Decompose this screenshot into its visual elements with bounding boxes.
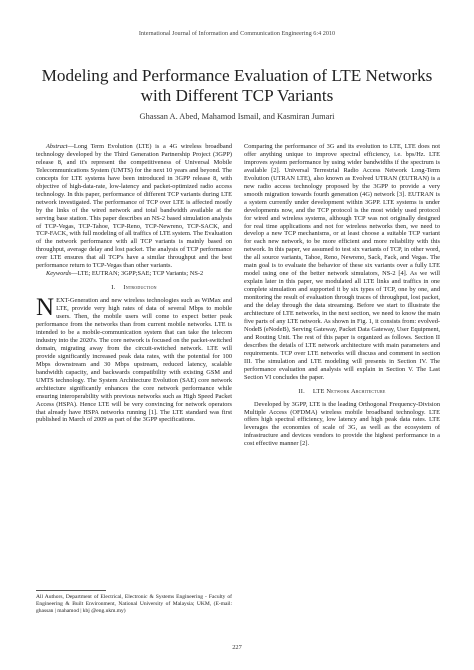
section-title: Introduction xyxy=(123,284,157,292)
keywords-label: Keywords xyxy=(46,270,72,278)
author-list: Ghassan A. Abed, Mahamod Ismail, and Kasmiran Jumari xyxy=(139,112,335,121)
abstract-text: —Long Term Evolution (LTE) is a 4G wireless broadband technology developed by the Third Generation Partnership Project (3GPP) release 8, and it's represent the competitiveness of Universal Mobile Telecommunications System (UMTS) for the next 10 years and beyond. The concepts for LTE systems have been introduced in 3GPP release 8, with objective of high-data-rate, low-latency and packet-optimized radio access technology. In this paper, performance of different TCP variants during LTE network investigated. The performance of TCP over LTE is affected mostly by the links of the wired network and total bandwidth available at the serving base station. This paper describes an NS-2 based simulation analysis of TCP-Vegas, TCP-Tahoe, TCP-Reno, TCP-Newreno, TCP-SACK, and TCP-FACK, with full modeling of all traffics of LTE system. The Evaluation of the network performance with all TCP variants is mainly based on throughput, average delay and lost packet. The analysis of TCP performance over LTE ensures that all TCP's have a similar throughput and the best performance return to TCP-Vegas than other variants. xyxy=(36,143,232,270)
drop-cap: N xyxy=(36,294,55,322)
body-paragraph: Developed by 3GPP, LTE is the leading Orthogonal Frequency-Division Multiple Access (OFDMA) wireless mobile broadband technology. LTE offers high spectral efficiency, low latency and high peak data rates. LTE leverages the economies of scale of 3G, as well as the ecosystem of infrastructure and devices vendors to provide the highest performance in a cost effective manner [2]. xyxy=(244,400,440,448)
introduction-body xyxy=(36,294,232,424)
paper-title: Modeling and Performance Evaluation of LTE Networks with Different TCP Variants xyxy=(41,66,433,105)
section-title: LTE Network Architecture xyxy=(312,387,386,395)
footnote-divider xyxy=(36,590,106,591)
abstract-label: Abstract xyxy=(46,143,68,150)
author-affiliation-footnote: All Authors, Department of Electrical, Electronic & Systems Engineering - Faculty of Engineering & Built Environment, National University of Malaysia; UKM, (E-mail: ghassan | mahamod | kbj @eng.ukm.my) xyxy=(36,594,232,614)
right-column xyxy=(244,143,440,448)
page-number: 227 xyxy=(232,644,242,651)
section-number: I. xyxy=(111,284,116,292)
running-head: International Journal of Information and Communication Engineering 6:4 2010 xyxy=(138,30,336,37)
body-paragraph: Comparing the performance of 3G and its evolution to LTE, LTE does not offer anything unique to improve spectral efficiency, i.e. bps/Hz. LTE improves system performance by using wider bandwidths if the spectrum is available [2]. Universal Terrestrial Radio Access Network Long-Term Evolution (UTRAN LTE), also known as Evolved UTRAN (EUTRAN) is a new radio access technology proposed by the 3GPP to provide a very smooth migration towards fourth generation (4G) network [3]. EUTRAN is a system currently under development within 3GPP. LTE systems is under developments now, and the TCP protocol is the most widely used protocol for wired and wireless systems, although TCP was not originally designed for real time applications and not for wireless networks then, we need to develop a new TCP mechanisms, or at least choose a suitable TCP variant for each new network, to be more efficient and more reliability with this network. In this paper, we assumed to test six variants of TCP, in other word, the all source variants, Tahoe, Reno, Newreno, Sack, Fack, and Vegas. The main goal is to evaluate the behavior of these six variants over a fully LTE model using one of the better network simulators, NS-2 [4]. As we will explain later in this paper, we modulated all LTE links and traffics in one complete simulation and supported it by six types of TCP, one by one, and monitoring the result of evaluation through traces of throughput, lost packet, and the delay through the data streaming. Before we start to illustrate the architecture of LTE networks, in the next section, we need to know the main five parts of any LTE network. As shown in Fig. 1, it consists from: evolved-NodeB (eNodeB), Serving Gateway, Packet Data Gateway, User Equipment, and Routing Unit. The rest of this paper is organized as follows. Section II describes the details of LTE network architecture with main parameters and requirements. TCP over LTE networks will discuss and comment in section III. The simulation and LTE modeling will presents in Section IV. The performance evaluation and analysis will explain in Section V. The Last Section VI concludes the paper. xyxy=(244,143,440,381)
section-number: II. xyxy=(298,387,305,395)
section-heading-architecture xyxy=(244,388,440,396)
abstract xyxy=(36,143,232,270)
left-column xyxy=(36,143,232,424)
section-heading-introduction xyxy=(36,284,232,292)
introduction-paragraph: EXT-Generation and new wireless technologies such as WiMax and LTE, provide very high rates of data of several Mbps to mobile users. Then, the mobile users will come to expect better peak performance from the networks than from current mobile networks. LTE is intended to be a mobile-communication system that can take the telecom industry into the 2020's. The core network is focused on the packet-switched domain, migrating away from the circuit-switched network. LTE will provide significantly increased peak data rates, with the potential for 100 Mbps downstream and 30 Mbps upstream, reduced latency, scalable bandwidth capacity, and backwards compatibility with existing GSM and UMTS technology. The System Architecture Evolution (SAE) core network architecture significantly enhances the core network performance while ensuring interoperability with previous networks such as High Speed Packet Access (HSPA). Hence LTE will be very convincing for network operators that already have HSPA networks running [1]. The LTE standard was first published in March of 2009 as part of the 3GPP specifications. xyxy=(36,297,232,424)
keywords-text: —LTE; EUTRAN; 3GPP;SAE; TCP Variants; NS-2 xyxy=(71,270,204,278)
keywords xyxy=(36,270,232,278)
